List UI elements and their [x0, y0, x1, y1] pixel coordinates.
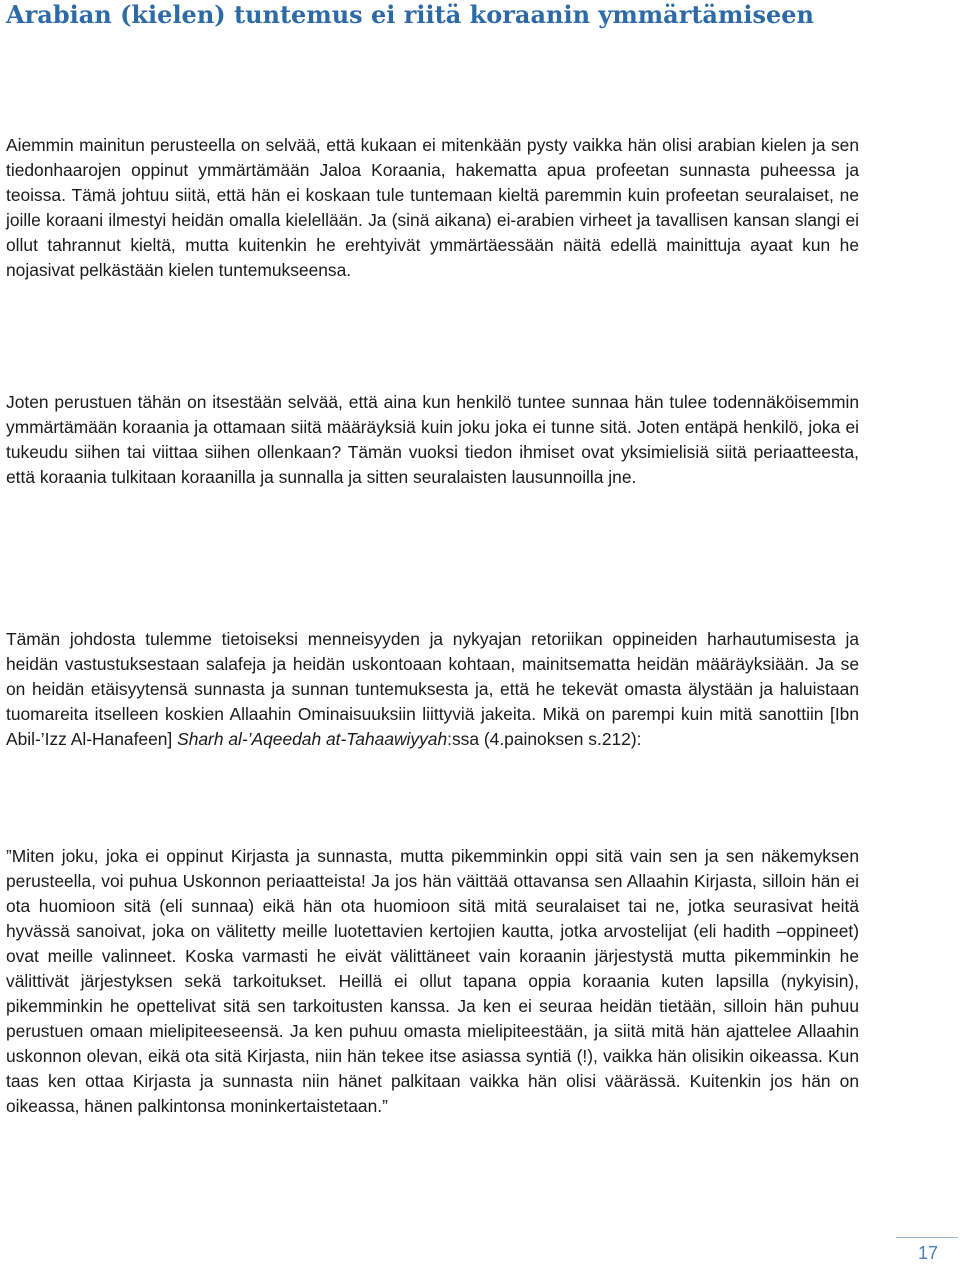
paragraph-3 [6, 627, 859, 752]
paragraph-2: Joten perustuen tähän on itsestään selvää, että aina kun henkilö tuntee sunnaa hän tulee todennäköisemmin ymmärtämään koraania ja ottamaan siitä määräyksiä kuin joku joka ei tunne sitä. Joten entäpä henkilö, joka ei tukeudu siihen tai viittaa siihen ollenkaan? Tämän vuoksi tiedon ihmiset ovat yksimielisiä siitä periaatteesta, että koraania tulkitaan koraanilla ja sunnalla ja sitten seuralaisten lausunnoilla jne. [6, 392, 859, 487]
quote-paragraph: ”Miten joku, joka ei oppinut Kirjasta ja sunnasta, mutta pikemminkin oppi sitä vain sen ja sen näkemyksen perusteella, voi puhua Uskonnon periaatteista! Ja jos hän väittää ottavansa sen Allaahin Kirjasta, silloin hän ei ota huomioon sitä (eli sunnaa) eikä hän ota huomioon sitä mitä seuralaiset tai ne, jotka seurasivat heitä hyvässä sanoivat, joka on välitetty meille luotettavien kertojien kautta, jotka arvostelijat (eli hadith –oppineet) ovat meille valinneet. Koska varmasti he eivät välittäneet vain koraanin järjestystä mutta pikemminkin he välittivät järjestyksen sekä tarkoitukset. Heillä ei ollut tapana oppia koraania kuten lapsilla (nykyisin), pikemminkin he opettelivat sitä sen tarkoitusten kanssa. Ja ken ei seuraa heidän tietään, silloin hän puhuu perustuen omaan mielipiteeseensä. Ja ken puhuu omasta mielipiteestään, ja siitä mitä hän ajattelee Allaahin uskonnon olevan, eikä ota sitä Kirjasta, niin hän tekee itse asiassa syntiä (!), vaikka hän olisikin oikeassa. Kun taas ken ottaa Kirjasta ja sunnasta niin hänet palkitaan vaikka hän olisi väärässä. Kuitenkin jos hän on oikeassa, hänen palkintonsa moninkertaistetaan.” [6, 846, 859, 1116]
paragraph-3-text: Tämän johdosta tulemme tietoiseksi menneisyyden ja nykyajan retoriikan oppineiden harhautumisesta ja heidän vastustuksestaan salafeja ja heidän uskontoaan kohtaan, mainitsematta heidän määräyksiään. Ja se on heidän etäisyytensä sunnasta ja sunnan tuntemuksesta ja, että he tekevät omasta älystään ja haluistaan tuomareita itselleen koskien Allaahin Ominaisuuksiin liittyviä jakeita. Mikä on parempi kuin mitä sanottiin [Ibn Abil-’Izz Al-Hanafeen] [6, 629, 859, 749]
page-title: Arabian (kielen) tuntemus ei riitä koraanin ymmärtämiseen [6, 0, 814, 29]
page-number: 17 [917, 1243, 938, 1263]
paragraph-1: Aiemmin mainitun perusteella on selvää, että kukaan ei mitenkään pysty vaikka hän olisi arabian kielen ja sen tiedonhaarojen oppinut ymmärtämään Jaloa Koraania, hakematta apua profeetan sunnasta puheessa ja teoissa. Tämä johtuu siitä, että hän ei koskaan tule tuntemaan kieltä paremmin kuin profeetan seuralaiset, ne joille koraani ilmestyi heidän omalla kielellään. Ja (sinä aikana) ei-arabien virheet ja tavallisen kansan slangi ei ollut tahrannut kieltä, mutta kuitenkin he erehtyivät ymmärtäessään näitä edellä mainittuja ayaat kun he nojasivat pelkästään kielen tuntemukseensa. [6, 135, 859, 280]
book-title: Sharh al-’Aqeedah at-Tahaawiyyah [177, 729, 448, 749]
paragraph-3-suffix: :ssa (4.painoksen s.212): [447, 729, 642, 749]
footer-divider [896, 1237, 958, 1238]
